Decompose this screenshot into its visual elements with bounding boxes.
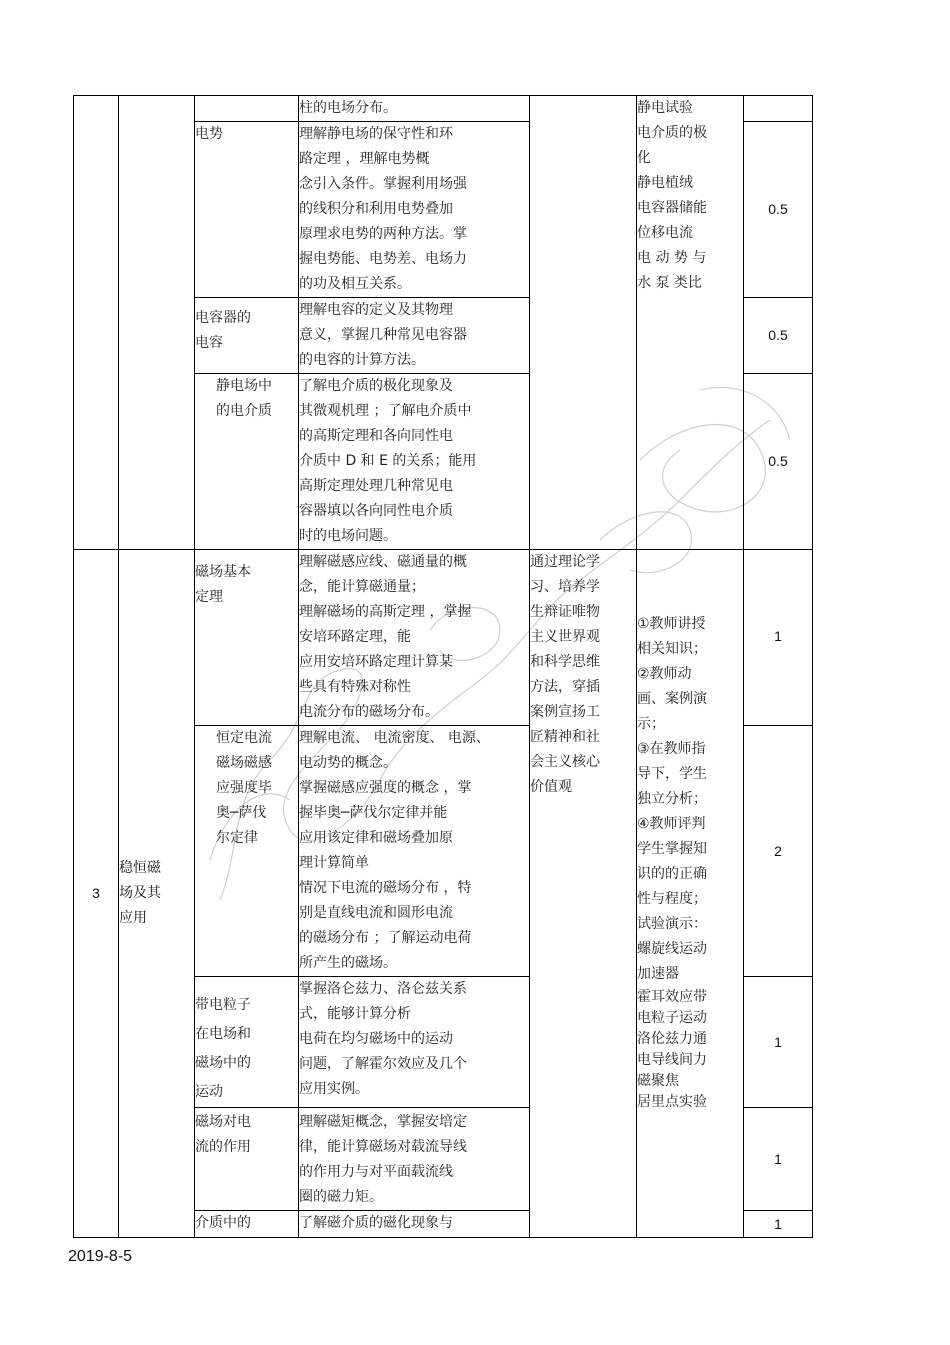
topic-cell: 介质中的 [195, 1211, 299, 1238]
table-row [74, 96, 813, 122]
topic-cell-empty [195, 96, 299, 122]
topic-cell: 磁场对电 流的作用 [195, 1108, 299, 1211]
chapter-title: 稳恒磁 场及其 应用 [119, 550, 195, 1238]
number-cell-empty [74, 96, 119, 550]
chapter-cell-empty [119, 96, 195, 550]
hours-cell: 1 [744, 550, 813, 726]
hours-cell: 1 [744, 1211, 813, 1238]
hours-cell: 0.5 [744, 122, 813, 298]
requirement-cell: 了解磁介质的磁化现象与 [299, 1211, 530, 1238]
topic-cell: 电容器的 电容 [195, 298, 299, 374]
requirement-cell: 理解静电场的保守性和环 路定理 ，理解电势概 念引入条件。掌握利用场强 的线积分和利用电势叠加 原理求电势的两种方法。掌 握电势能、电势差、电场力 的功及相互关系。 [299, 122, 530, 298]
requirement-cell: 理解磁感应线、磁通量的概 念，能计算磁通量； 理解磁场的高斯定理 ，掌握 安培环路定理，能 应用安培环路定理计算某 些具有特殊对称性 电流分布的磁场分布。 [299, 550, 530, 726]
teaching-methods-text: ①教师讲授 相关知识； ②教师动 画、案例演 示； ③在教师指 导下，学生 独立分析； ④教师评判 学生掌握知 识的的正确 性与程度； 试验演示： 螺旋线运动 加速器 [637, 616, 707, 982]
footer-date: 2019-8-5 [68, 1248, 133, 1265]
experiment-demo-list: 霍耳效应带 电粒子运动 洛伦兹力通 电导线间力 磁聚焦 居里点实验 [637, 989, 707, 1110]
topic-cell: 恒定电流 磁场磁感 应强度毕 奥─萨伐 尔定律 [195, 726, 299, 977]
teaching-methods-cell [637, 550, 744, 1238]
requirement-cell: 理解磁矩概念，掌握安培定 律，能计算磁场对载流导线 的作用力与对平面载流线 圈的磁力矩。 [299, 1108, 530, 1211]
teaching-methods-cell: 静电试验 电介质的极 化 静电植绒 电容器储能 位移电流 电 动 势 与 水 泵 类比 [637, 96, 744, 550]
requirement-cell: 了解电介质的极化现象及 其微观机理 ；了解电介质中 的高斯定理和各向同性电 介质中 D 和 E 的关系；能用 高斯定理处理几种常见电 容器填以各向同性电介质 时的电场问题。 [299, 374, 530, 550]
hours-cell: 2 [744, 726, 813, 977]
requirement-cell: 柱的电场分布。 [299, 96, 530, 122]
topic-cell: 磁场基本 定理 [195, 550, 299, 726]
hours-cell [744, 96, 813, 122]
requirement-cell: 理解电容的定义及其物理 意义，掌握几种常见电容器 的电容的计算方法。 [299, 298, 530, 374]
hours-cell: 0.5 [744, 298, 813, 374]
hours-cell: 1 [744, 977, 813, 1108]
topic-cell: 电势 [195, 122, 299, 298]
topic-cell: 静电场中 的电介质 [195, 374, 299, 550]
topic-cell: 带电粒子 在电场和 磁场中的 运动 [195, 977, 299, 1108]
hours-cell: 1 [744, 1108, 813, 1211]
section-number: 3 [74, 550, 119, 1238]
hours-cell: 0.5 [744, 374, 813, 550]
ideology-cell: 通过理论学 习、培养学 生辩证唯物 主义世界观 和科学思维 方法，穿插 案例宣扬工 匠精神和社 会主义核心 价值观 [530, 550, 637, 1238]
syllabus-table [73, 95, 813, 1238]
ideology-cell-empty [530, 96, 637, 550]
table-row [74, 550, 813, 726]
requirement-cell: 掌握洛仑兹力、洛仑兹关系 式，能够计算分析 电荷在均匀磁场中的运动 问题，了解霍尔效应及几个 应用实例。 [299, 977, 530, 1108]
requirement-cell: 理解电流、 电流密度、 电源、 电动势的概念。 掌握磁感应强度的概念 ，掌 握毕奥─萨伐尔定律并能 应用该定律和磁场叠加原 理计算简单 情况下电流的磁场分布 ，特 别是直线电流和圆形电流 的磁场分布 ；了解运动电荷 所产生的磁场。 [299, 726, 530, 977]
